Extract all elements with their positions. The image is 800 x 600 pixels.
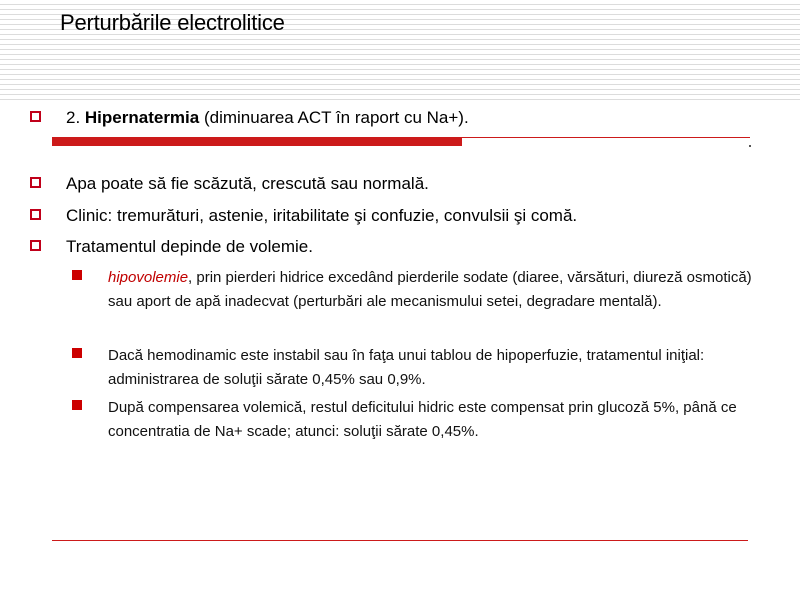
filled-square-icon (72, 348, 82, 358)
bullet-text (66, 107, 469, 129)
hollow-square-icon (30, 111, 41, 122)
hollow-square-icon (30, 240, 41, 251)
bullet-definition: (diminuarea ACT în raport cu Na+). (199, 108, 469, 127)
highlight-term: hipovolemie (108, 269, 189, 286)
hollow-square-icon (30, 177, 41, 188)
bullet-item-tratament (30, 236, 313, 258)
footer-divider (52, 540, 748, 541)
sub-bullet-compensare (72, 396, 772, 444)
bullet-text: Clinic: tremurături, astenie, iritabilitate şi confuzie, convulsii şi comă. (66, 206, 578, 225)
slide-title: Perturbările electrolitice (60, 10, 285, 35)
bullet-item-hipernatermia (30, 107, 469, 129)
sub-bullet-text: Dacă hemodinamic este instabil sau în faţa unui tablou de hipoperfuzie, tratamentul iniţial: administrarea de soluţii sărate 0,45% sau 0,9%. (108, 347, 705, 388)
bullet-text: Tratamentul depinde de volemie. (66, 237, 313, 256)
bullet-item-clinic (30, 205, 577, 227)
divider-dot (749, 145, 751, 147)
divider-thin-right (462, 137, 750, 138)
sub-bullet-hipovolemie (72, 266, 772, 314)
filled-square-icon (72, 400, 82, 410)
filled-square-icon (72, 270, 82, 280)
hollow-square-icon (30, 209, 41, 220)
sub-bullet-hemodinamic (72, 344, 772, 392)
bullet-item-apa (30, 173, 429, 195)
sub-bullet-text: După compensarea volemică, restul deficitului hidric este compensat prin glucoză 5%, până ce concentratia de Na+ scade; atunci: soluţii sărate 0,45%. (108, 399, 737, 440)
bullet-number: 2. (66, 108, 85, 127)
sub-bullet-body: , prin pierderi hidrice excedând pierderile sodate (diaree, vărsături, diureză osmotică) sau aport de apă inadecvat (perturbări ale mecanismului setei, degradare mentală). (108, 269, 752, 310)
sub-bullet-text (108, 266, 772, 314)
divider-red-bar (52, 138, 462, 146)
bullet-text: Apa poate să fie scăzută, crescută sau normală. (66, 174, 429, 193)
bullet-term: Hipernatermia (84, 108, 200, 127)
